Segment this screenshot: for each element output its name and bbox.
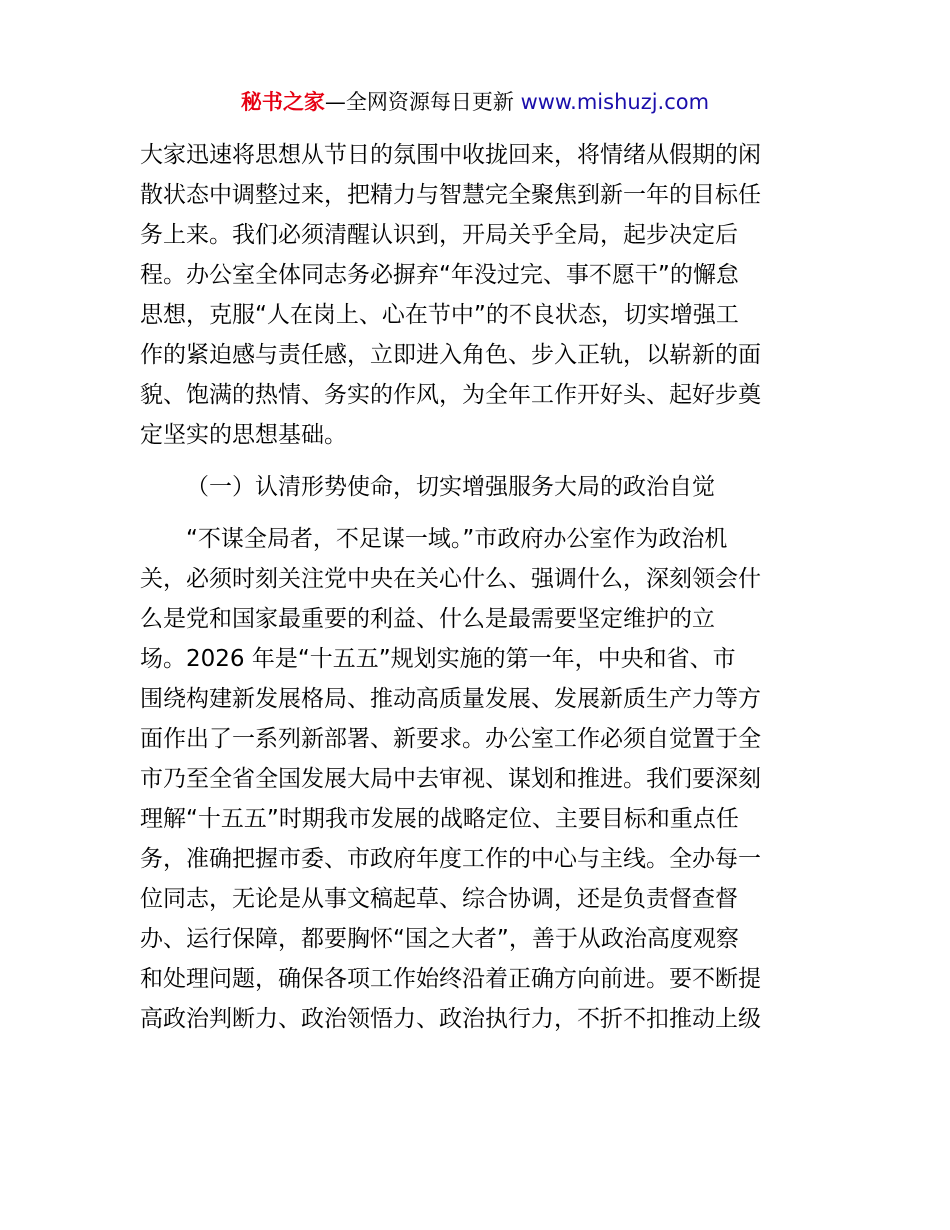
text-line: 关，必须时刻关注党中央在关心什么、强调什么，深刻领会什 xyxy=(140,566,761,592)
text-line: 作的紧迫感与责任感，立即进入角色、步入正轨，以崭新的面 xyxy=(140,342,761,368)
text-line: 貌、饱满的热情、务实的作风，为全年工作开好头、起好步奠 xyxy=(140,382,761,408)
site-brand: 秘书之家 xyxy=(240,90,325,114)
paragraph-1 xyxy=(140,135,810,455)
text-line: “不谋全局者，不足谋一域。”市政府办公室作为政治机 xyxy=(186,526,728,552)
text-line: 围绕构建新发展格局、推动高质量发展、发展新质生产力等方 xyxy=(140,686,761,712)
text-line: 程。办公室全体同志务必摒弃“年没过完、事不愿干”的懈怠 xyxy=(140,262,739,288)
text-line: 务上来。我们必须清醒认识到，开局关乎全局，起步决定后 xyxy=(140,222,738,248)
text-line: 场。2026 年是“十五五”规划实施的第一年，中央和省、市 xyxy=(140,646,736,672)
section-heading: （一）认清形势使命，切实增强服务大局的政治自觉 xyxy=(186,474,715,500)
text-line: 思想，克服“人在岗上、心在节中”的不良状态，切实增强工 xyxy=(140,302,739,328)
text-line: 务，准确把握市委、市政府年度工作的中心与主线。全办每一 xyxy=(140,846,761,872)
site-header xyxy=(0,86,950,118)
text-line: 散状态中调整过来，把精力与智慧完全聚焦到新一年的目标任 xyxy=(140,182,761,208)
paragraph-2 xyxy=(140,519,810,1039)
text-line: 大家迅速将思想从节日的氛围中收拢回来，将情绪从假期的闲 xyxy=(140,142,761,168)
text-line: 办、运行保障，都要胸怀“国之大者”，善于从政治高度观察 xyxy=(140,926,739,952)
site-tagline: —全网资源每日更新 xyxy=(324,90,521,114)
text-line: 理解“十五五”时期我市发展的战略定位、主要目标和重点任 xyxy=(140,806,739,832)
text-line: 高政治判断力、政治领悟力、政治执行力，不折不扣推动上级 xyxy=(140,1006,761,1032)
text-line: 和处理问题，确保各项工作始终沿着正确方向前进。要不断提 xyxy=(140,966,761,992)
site-url-link[interactable]: www.mishuzj.com xyxy=(520,90,710,114)
text-line: 位同志，无论是从事文稿起草、综合协调，还是负责督查督 xyxy=(140,886,738,912)
text-line: 定坚实的思想基础。 xyxy=(140,422,347,448)
text-line: 面作出了一系列新部署、新要求。办公室工作必须自觉置于全 xyxy=(140,726,761,752)
text-line: 市乃至全省全国发展大局中去审视、谋划和推进。我们要深刻 xyxy=(140,766,761,792)
document-body xyxy=(140,135,810,1039)
text-line: 么是党和国家最重要的利益、什么是最需要坚定维护的立 xyxy=(140,606,715,632)
